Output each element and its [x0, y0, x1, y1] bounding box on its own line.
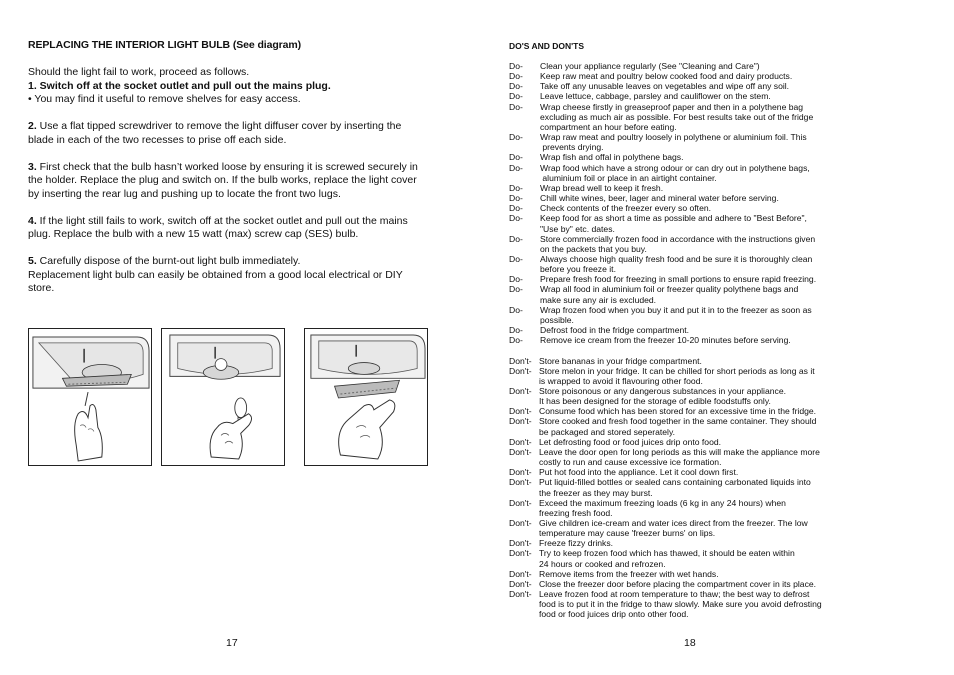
diagram-remove-cover [28, 328, 152, 466]
do-text [540, 274, 869, 284]
do-label: Do- [509, 335, 523, 346]
do-text-line: excluding as much air as possible. For best results take out of the fridge [540, 111, 814, 122]
step-3-text: First check that the bulb hasn’t worked loose by ensuring it is screwed securely in the holder. Replace the plug and switch on. If the bulb works, replace the light cover by inserting the rear lug and pushing up to locate the front two lugs. [28, 160, 418, 200]
do-text [540, 234, 869, 254]
right-page [477, 0, 954, 675]
dont-text-line: It has been designed for the storage of edible foodstuffs only. [539, 396, 771, 407]
do-item [509, 335, 869, 345]
do-label: Do- [509, 284, 523, 295]
do-item [509, 325, 869, 335]
section-title: DO'S AND DON'TS [509, 41, 585, 51]
do-item [509, 163, 869, 183]
dont-text [539, 386, 869, 406]
do-item [509, 61, 869, 71]
step-1: 1. Switch off at the socket outlet and pull out the mains plug. [28, 79, 331, 92]
do-label: Do- [509, 274, 523, 285]
dont-label: Don't- [509, 578, 532, 589]
do-text [540, 193, 869, 203]
do-item [509, 102, 869, 132]
do-text [540, 71, 869, 81]
dont-item [509, 356, 869, 366]
do-text [540, 213, 869, 233]
do-text-line: Wrap fish and offal in polythene bags. [540, 152, 684, 163]
dont-text [539, 477, 869, 497]
dont-text-line: Close the freezer door before placing the compartment cover in its place. [539, 578, 817, 589]
do-item [509, 254, 869, 274]
diagram-check-bulb [161, 328, 285, 466]
do-label: Do- [509, 233, 523, 244]
do-item [509, 152, 869, 162]
dont-label: Don't- [509, 416, 532, 427]
do-text-line: Check contents of the freezer every so often. [540, 203, 712, 214]
do-item [509, 305, 869, 325]
do-text-line: Chill white wines, beer, lager and mineral water before serving. [540, 193, 779, 204]
do-text-line: Keep food for as short a time as possible and adhere to "Best Before", [540, 213, 807, 224]
step-4-text: If the light still fails to work, switch off at the socket outlet and pull out the mains plug. Replace the bulb with a new 15 watt (max) screw cap (SES) bulb. [28, 214, 408, 240]
dont-text [539, 416, 869, 436]
do-label: Do- [509, 253, 523, 264]
do-text-line: Wrap food which have a strong odour or can dry out in polythene bags, [540, 162, 810, 173]
dont-text-line: freezing fresh food. [539, 507, 613, 518]
dont-label: Don't- [509, 538, 532, 549]
do-text-line: Always choose high quality fresh food and be sure it is thoroughly clean [540, 253, 813, 264]
dont-label: Don't- [509, 477, 532, 488]
do-text [540, 335, 869, 345]
do-label: Do- [509, 71, 523, 82]
dont-text [539, 548, 869, 568]
section-title: REPLACING THE INTERIOR LIGHT BULB (See diagram) [28, 39, 301, 51]
do-text-line: Wrap cheese firstly in greaseproof paper and then in a polythene bag [540, 101, 804, 112]
bulb-check-illustration [162, 329, 284, 465]
do-text-line: Wrap raw meat and poultry loosely in polythene or aluminium foil. This [540, 132, 807, 143]
do-text-line: Defrost food in the fridge compartment. [540, 325, 690, 336]
instructions [28, 66, 428, 296]
dont-text-line: Give children ice-cream and water ices direct from the freezer. The low [539, 518, 808, 529]
do-item [509, 213, 869, 233]
dont-item [509, 579, 869, 589]
dont-item [509, 437, 869, 447]
do-text [540, 325, 869, 335]
do-text [540, 163, 869, 183]
dont-label: Don't- [509, 568, 532, 579]
dont-text [539, 589, 869, 619]
do-text-line: Take off any unusable leaves on vegetables and wipe off any soil. [540, 81, 790, 92]
dont-text-line: be packaged and stored seperately. [539, 426, 676, 437]
dos-and-donts-list [509, 61, 869, 620]
dont-text-line: is wrapped to avoid it flavouring other food. [539, 375, 703, 386]
do-label: Do- [509, 81, 523, 92]
do-label: Do- [509, 325, 523, 336]
do-text-line: "Use by" etc. dates. [540, 223, 615, 234]
dont-text-line: Try to keep frozen food which has thawed, it should be eaten within [539, 548, 795, 559]
step-5-text: Carefully dispose of the burnt-out light bulb immediately. [36, 255, 301, 267]
do-text [540, 81, 869, 91]
dont-text [539, 538, 869, 548]
dont-label: Don't- [509, 365, 532, 376]
closing-text: Replacement light bulb can easily be obtained from a good local electrical or DIY store. [28, 268, 403, 294]
step-4-number: 4. [28, 214, 37, 227]
dont-item [509, 416, 869, 436]
do-text-line: Prepare fresh food for freezing in small portions to ensure rapid freezing. [540, 274, 817, 285]
do-text-line: Wrap all food in aluminium foil or freezer quality polythene bags and [540, 284, 799, 295]
dont-item [509, 467, 869, 477]
do-text [540, 152, 869, 162]
dont-item [509, 498, 869, 518]
intro-text: Should the light fail to work, proceed as follows. [28, 66, 250, 78]
do-label: Do- [509, 203, 523, 214]
dont-label: Don't- [509, 589, 532, 600]
dont-item [509, 538, 869, 548]
do-item [509, 71, 869, 81]
step-5-number: 5. [28, 255, 37, 267]
dont-text-line: 24 hours or cooked and refrozen. [539, 558, 666, 569]
dont-item [509, 477, 869, 497]
do-label: Do- [509, 61, 523, 71]
do-text-line: aluminium foil or place in an airtight container. [540, 172, 717, 183]
do-item [509, 284, 869, 304]
dont-text-line: Put liquid-filled bottles or sealed cans containing carbonated liquids into [539, 477, 811, 488]
dont-item [509, 406, 869, 416]
do-text [540, 305, 869, 325]
step-5 [28, 255, 428, 269]
step-3 [28, 161, 428, 202]
dont-text-line: Freeze fizzy drinks. [539, 538, 614, 549]
do-label: Do- [509, 182, 523, 193]
page-number: 17 [226, 637, 238, 649]
diagram-strip [28, 328, 433, 466]
dont-text [539, 437, 869, 447]
do-item [509, 132, 869, 152]
dont-text-line: the freezer as they may burst. [539, 487, 653, 498]
do-text [540, 254, 869, 274]
do-label: Do- [509, 213, 523, 224]
dont-text [539, 518, 869, 538]
do-text [540, 61, 869, 71]
diagram-replace-cover [304, 328, 428, 466]
do-label: Do- [509, 193, 523, 204]
dont-text-line: Put hot food into the appliance. Let it cool down first. [539, 467, 739, 478]
do-item [509, 234, 869, 254]
do-label: Do- [509, 162, 523, 173]
dont-text-line: costly to run and cause excessive ice formation. [539, 457, 722, 468]
dont-text-line: Remove items from the freezer with wet hands. [539, 568, 719, 579]
dont-label: Don't- [509, 467, 532, 478]
page-number: 18 [684, 637, 696, 649]
dont-label: Don't- [509, 518, 532, 529]
dont-label: Don't- [509, 385, 532, 396]
do-text-line: prevents drying. [540, 142, 604, 153]
dont-text-line: Store cooked and fresh food together in the same container. They should [539, 416, 817, 427]
dont-text-line: temperature may cause 'freezer burns' on lips. [539, 528, 716, 539]
dont-item [509, 569, 869, 579]
dont-text [539, 447, 869, 467]
do-item [509, 81, 869, 91]
step-3-number: 3. [28, 160, 37, 173]
cover-refit-illustration [305, 329, 427, 465]
do-text-line: before you freeze it. [540, 264, 616, 275]
do-item [509, 203, 869, 213]
dont-text [539, 579, 869, 589]
dont-item [509, 548, 869, 568]
dont-label: Don't- [509, 355, 532, 366]
dont-text [539, 406, 869, 416]
dont-item [509, 518, 869, 538]
do-text-line: Remove ice cream from the freezer 10-20 minutes before serving. [540, 335, 791, 346]
dont-text-line: Exceed the maximum freezing loads (6 kg in any 24 hours) when [539, 497, 786, 508]
do-label: Do- [509, 304, 523, 315]
do-item [509, 193, 869, 203]
dont-text-line: Leave the door open for long periods as this will make the appliance more [539, 446, 820, 457]
dont-text-line: food or food juices drip onto other food. [539, 609, 689, 620]
step-2 [28, 120, 428, 147]
cover-removal-illustration [29, 329, 151, 465]
dont-text [539, 569, 869, 579]
do-text-line: Wrap bread well to keep it fresh. [540, 182, 664, 193]
do-text-line: compartment an hour before eating. [540, 121, 677, 132]
dont-label: Don't- [509, 497, 532, 508]
do-label: Do- [509, 101, 523, 112]
dont-label: Don't- [509, 436, 532, 447]
dont-label: Don't- [509, 406, 532, 417]
dont-item [509, 447, 869, 467]
dont-text-line: Store bananas in your fridge compartment. [539, 355, 702, 366]
dos-list [509, 61, 869, 345]
do-text-line: Leave lettuce, cabbage, parsley and cauliflower on the stem. [540, 91, 771, 102]
do-text [540, 91, 869, 101]
dont-text-line: Consume food which has been stored for an excessive time in the fridge. [539, 406, 817, 417]
donts-list [509, 356, 869, 620]
step-4 [28, 215, 428, 242]
step-2-number: 2. [28, 120, 37, 132]
do-text [540, 102, 869, 132]
dont-text [539, 356, 869, 366]
do-text [540, 183, 869, 193]
dont-item [509, 386, 869, 406]
dont-text [539, 366, 869, 386]
do-item [509, 183, 869, 193]
step-2-text: Use a flat tipped screwdriver to remove the light diffuser cover by inserting the blade in each of the two recesses to prise off each side. [28, 120, 402, 146]
do-text-line: Wrap frozen food when you buy it and put it in to the freezer as soon as [540, 304, 812, 315]
do-text [540, 132, 869, 152]
do-label: Do- [509, 132, 523, 143]
dont-text-line: Leave frozen food at room temperature to thaw; the best way to defrost [539, 589, 810, 600]
dont-text-line: Store melon in your fridge. It can be chilled for short periods as long as it [539, 365, 815, 376]
do-label: Do- [509, 152, 523, 163]
do-text-line: Store commercially frozen food in accordance with the instructions given [540, 233, 816, 244]
dont-text [539, 498, 869, 518]
do-text-line: make sure any air is excluded. [540, 294, 657, 305]
do-text-line: on the packets that you buy. [540, 243, 647, 254]
dont-label: Don't- [509, 548, 532, 559]
dont-label: Don't- [509, 446, 532, 457]
dont-text [539, 467, 869, 477]
do-text [540, 203, 869, 213]
dont-text-line: Let defrosting food or food juices drip onto food. [539, 436, 722, 447]
dont-item [509, 366, 869, 386]
do-item [509, 91, 869, 101]
do-text-line: possible. [540, 314, 574, 325]
dont-text-line: Store poisonous or any dangerous substances in your appliance. [539, 385, 786, 396]
tip-bullet: • You may find it useful to remove shelves for easy access. [28, 93, 301, 105]
do-label: Do- [509, 91, 523, 102]
dont-text-line: food is to put it in the fridge to thaw slowly. Make sure you avoid defrosting [539, 599, 822, 610]
do-text-line: Keep raw meat and poultry below cooked food and dairy products. [540, 71, 793, 82]
do-text [540, 284, 869, 304]
dont-item [509, 589, 869, 619]
do-item [509, 274, 869, 284]
do-text-line: Clean your appliance regularly (See "Cleaning and Care") [540, 61, 760, 71]
